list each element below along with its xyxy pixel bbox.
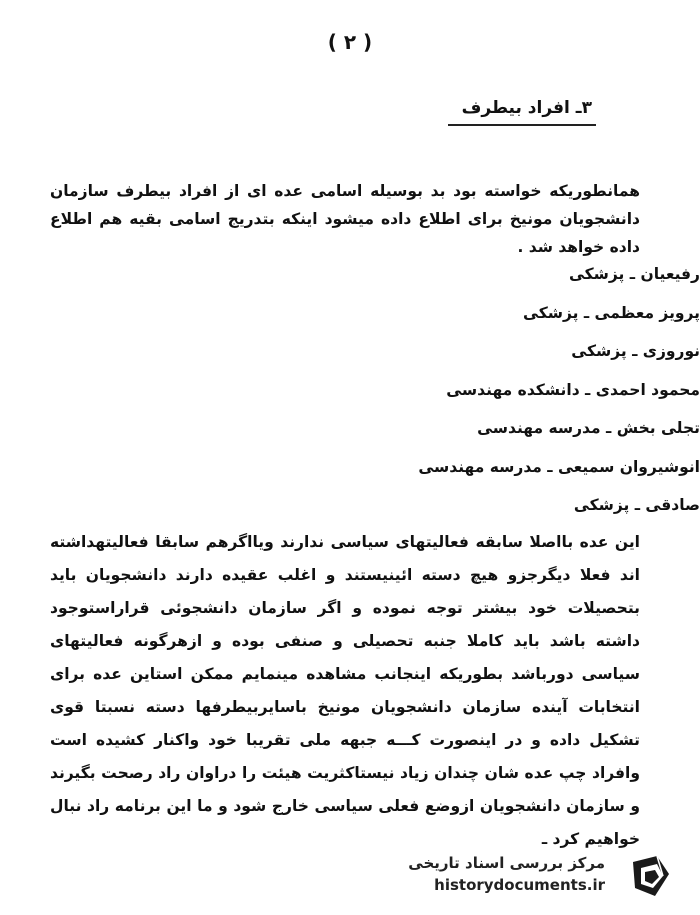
footer-text — [408, 854, 605, 894]
heading-underline — [448, 124, 596, 126]
list-item: تجلی بخش ـ مدرسه مهندسی — [477, 419, 700, 437]
list-item: محمود احمدی ـ دانشکده مهندسی — [446, 380, 700, 399]
body-paragraph: این عده بااصلا سابقه فعالیتهای سیاسی ندارند ویااگرهم سابقا فعالیتهداشته اند فعلا دیگرجزو هیچ دسته ائینیستند و اغلب عقیده دارند دانشجویان باید بتحصیلات خود بیشتر توجه نموده و اگر سازمان دانشجوئی قراراستوجود داشته باشد باید کاملا جنبه تحصیلی و صنفی بوده و ازهرگونه فعالیتهای سیاسی دورباشد بطوریکه اینجانب مشاهده مینمایم ممکن استاین عده برای انتخابات آینده سازمان دانشجویان مونیخ باسایربیطرفها دسته نسبتا قوی تشکیل داده و در اینصورت کـــه جبهه ملی تقریبا خود واکنار کشیده است وافراد چپ عده شان چندان زیاد نیستاکثریت هیئت را دراوان راد رصحت بگیرند و سازمان دانشجویان ازوضع فعلی سیاسی خارج شود و ما این برنامه راد نبال خواهیم کرد ـ — [50, 533, 640, 848]
list-item: پرویز معظمی ـ پزشکی — [523, 303, 700, 322]
page-number: ( ۲ ) — [327, 30, 373, 54]
list-item: رفیعیان ـ پزشکی — [568, 265, 700, 283]
section-heading: ۳ـ افراد بیطرف — [461, 98, 592, 118]
list-item: انوشیروان سمیعی ـ مدرسه مهندسی — [418, 457, 700, 476]
watermark-footer — [405, 848, 685, 904]
archive-logo-icon — [627, 852, 675, 900]
list-item: نوروزی ـ پزشکی — [571, 342, 700, 360]
member-list — [140, 255, 700, 525]
intro-paragraph: همانطوریکه خواسته بود بد بوسیله اسامی عده ای از افراد بیطرف سازمان دانشجویان مونیخ برای اطلاع داده میشود اینکه بتدریج اسامی بقیه هم اطلاع داده خواهد شد . — [50, 182, 640, 256]
footer-title: مرکز بررسی اسناد تاریخی — [408, 854, 605, 872]
footer-url: historydocuments.ir — [434, 876, 605, 894]
list-item: صادقی ـ پزشکی — [573, 496, 700, 514]
